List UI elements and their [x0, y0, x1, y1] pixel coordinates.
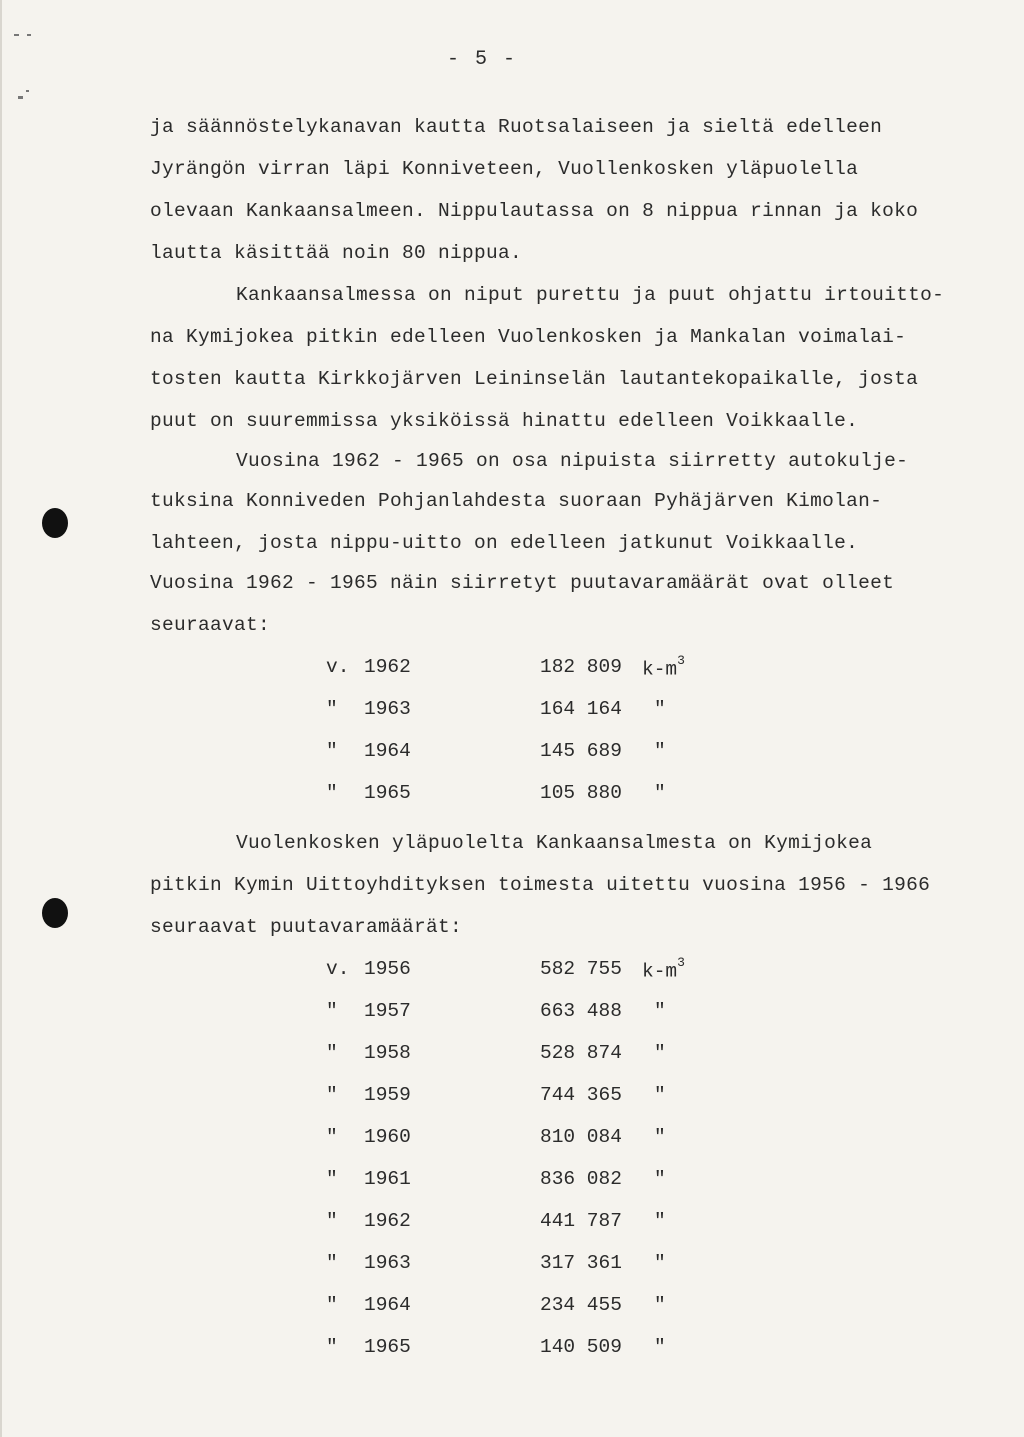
year-cell: 1957 [364, 1000, 411, 1022]
unit-cell [654, 782, 724, 804]
page-number: - 5 - [446, 48, 517, 71]
amount-cell: 145 689 [540, 740, 622, 762]
unit-cell [654, 698, 724, 720]
text-line: Jyrängön virran läpi Konniveteen, Vuollenkosken yläpuolella [150, 158, 859, 180]
unit-exponent: 3 [677, 653, 685, 668]
text-line: tuksina Konniveden Pohjanlahdesta suoraan Pyhäjärven Kimolan- [150, 490, 883, 512]
scan-speck [27, 34, 31, 36]
unit-cell [654, 1210, 724, 1232]
text-line: seuraavat: [150, 614, 271, 636]
amount-cell: 582 755 [540, 958, 622, 980]
amount-cell: 182 809 [540, 656, 622, 678]
unit-text: " [654, 1168, 666, 1190]
year-prefix: v. [326, 656, 350, 678]
year-prefix: " [326, 782, 338, 804]
amount-cell: 663 488 [540, 1000, 622, 1022]
unit-text: " [654, 698, 666, 720]
text-line: puut on suuremmissa yksiköissä hinattu edelleen Voikkaalle. [150, 410, 859, 432]
unit-cell [654, 1294, 724, 1316]
unit-cell [654, 1252, 724, 1274]
text-line: Kankaansalmessa on niput purettu ja puut ohjattu irtouitto- [236, 284, 945, 306]
year-cell: 1962 [364, 1210, 411, 1232]
year-cell: 1964 [364, 1294, 411, 1316]
unit-text: " [654, 1210, 666, 1232]
unit-cell [654, 1042, 724, 1064]
punch-hole-icon [42, 898, 68, 928]
year-prefix: " [326, 1252, 338, 1274]
unit-exponent: 3 [677, 955, 685, 970]
text-line: tosten kautta Kirkkojärven Leininselän lautantekopaikalle, josta [150, 368, 919, 390]
year-prefix: " [326, 740, 338, 762]
amount-cell: 234 455 [540, 1294, 622, 1316]
text-line: na Kymijokea pitkin edelleen Vuolenkosken ja Mankalan voimalai- [150, 326, 907, 348]
year-cell: 1964 [364, 740, 411, 762]
text-line: lautta käsittää noin 80 nippua. [150, 242, 523, 264]
unit-text: " [654, 1294, 666, 1316]
year-prefix: " [326, 1294, 338, 1316]
year-cell: 1958 [364, 1042, 411, 1064]
unit-cell [654, 740, 724, 762]
year-prefix: " [326, 1084, 338, 1106]
text-line: seuraavat puutavaramäärät: [150, 916, 463, 938]
unit-cell [654, 1168, 724, 1190]
amount-cell: 140 509 [540, 1336, 622, 1358]
year-cell: 1963 [364, 1252, 411, 1274]
text-line: Vuosina 1962 - 1965 näin siirretyt puutavaramäärät ovat olleet [150, 572, 895, 594]
amount-cell: 441 787 [540, 1210, 622, 1232]
year-prefix: v. [326, 958, 350, 980]
unit-cell [654, 1084, 724, 1106]
text-line: Vuosina 1962 - 1965 on osa nipuista siirretty autokulje- [236, 450, 909, 472]
unit-text: " [654, 1252, 666, 1274]
amount-cell: 164 164 [540, 698, 622, 720]
text-line: olevaan Kankaansalmeen. Nippulautassa on 8 nippua rinnan ja koko [150, 200, 919, 222]
scan-speck [26, 90, 29, 92]
text-line: Vuolenkosken yläpuolelta Kankaansalmesta on Kymijokea [236, 832, 873, 854]
year-prefix: " [326, 1336, 338, 1358]
unit-cell [642, 653, 712, 681]
year-cell: 1965 [364, 1336, 411, 1358]
amount-cell: 317 361 [540, 1252, 622, 1274]
year-cell: 1956 [364, 958, 411, 980]
year-cell: 1959 [364, 1084, 411, 1106]
unit-cell [642, 955, 712, 983]
amount-cell: 105 880 [540, 782, 622, 804]
unit-cell [654, 1000, 724, 1022]
unit-text: " [654, 740, 666, 762]
unit-text: k-m [642, 658, 678, 681]
text-line: pitkin Kymin Uittoyhdityksen toimesta uitettu vuosina 1956 - 1966 [150, 874, 931, 896]
unit-text: " [654, 782, 666, 804]
unit-cell [654, 1126, 724, 1148]
amount-cell: 744 365 [540, 1084, 622, 1106]
unit-text: k-m [642, 960, 678, 983]
scan-speck [18, 96, 23, 99]
year-prefix: " [326, 1168, 338, 1190]
punch-hole-icon [42, 508, 68, 538]
amount-cell: 528 874 [540, 1042, 622, 1064]
amount-cell: 836 082 [540, 1168, 622, 1190]
unit-cell [654, 1336, 724, 1358]
year-cell: 1963 [364, 698, 411, 720]
year-prefix: " [326, 1042, 338, 1064]
unit-text: " [654, 1042, 666, 1064]
year-prefix: " [326, 1210, 338, 1232]
unit-text: " [654, 1336, 666, 1358]
amount-cell: 810 084 [540, 1126, 622, 1148]
year-prefix: " [326, 1126, 338, 1148]
unit-text: " [654, 1000, 666, 1022]
scan-speck [14, 34, 19, 36]
year-cell: 1960 [364, 1126, 411, 1148]
text-line: ja säännöstelykanavan kautta Ruotsalaiseen ja sieltä edelleen [150, 116, 883, 138]
year-cell: 1961 [364, 1168, 411, 1190]
year-cell: 1962 [364, 656, 411, 678]
unit-text: " [654, 1084, 666, 1106]
year-prefix: " [326, 698, 338, 720]
unit-text: " [654, 1126, 666, 1148]
text-line: lahteen, josta nippu-uitto on edelleen jatkunut Voikkaalle. [150, 532, 859, 554]
year-cell: 1965 [364, 782, 411, 804]
year-prefix: " [326, 1000, 338, 1022]
